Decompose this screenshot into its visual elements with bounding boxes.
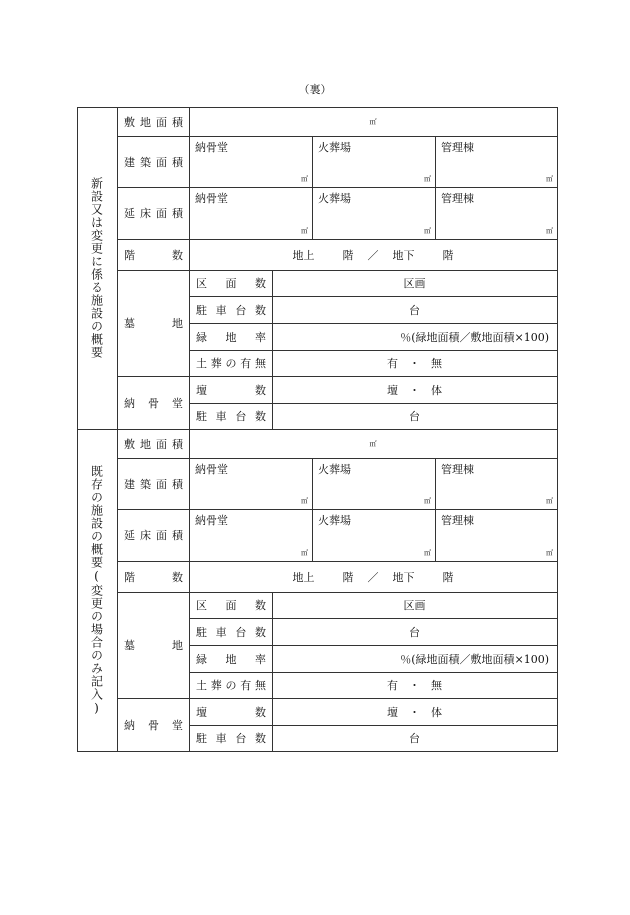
ossuary-row-field[interactable] [272, 403, 557, 429]
section-title-new [77, 107, 117, 429]
floors-unit: 階 [442, 248, 454, 262]
site-area-label [117, 429, 189, 458]
floors-unit: 階 [342, 248, 354, 262]
table-rule [77, 107, 557, 108]
floor-area-label-text: 延 床 面 積 [124, 207, 183, 220]
site-area-unit: ㎡ [369, 117, 377, 126]
building-area-label [117, 458, 189, 509]
ossuary-row-label [189, 403, 272, 429]
floor-area-sub-name: 管理棟 [441, 514, 474, 527]
building-area-sub-unit: ㎡ [301, 497, 308, 505]
table-rule [189, 403, 557, 404]
ossuary-row-value: 台 [409, 732, 420, 745]
site-area-field[interactable] [189, 429, 557, 458]
ossuary-row-label [189, 376, 272, 403]
table-rule [189, 645, 557, 646]
table-rule [117, 458, 557, 459]
table-rule [272, 592, 273, 751]
table-rule [189, 323, 557, 324]
table-rule [117, 136, 557, 137]
table-rule [189, 429, 190, 751]
cemetery-label-text: 墓 地 [124, 639, 183, 652]
cemetery-row-label [189, 350, 272, 376]
floor-area-field-3[interactable] [435, 187, 557, 239]
building-area-sub-name: 納骨堂 [195, 463, 228, 476]
table-rule [117, 376, 557, 377]
floor-area-sub-name: 納骨堂 [195, 514, 228, 527]
ossuary-row-label [189, 725, 272, 751]
facility-overview-form [77, 107, 557, 752]
table-rule [189, 107, 190, 429]
table-rule [312, 458, 313, 561]
ossuary-label-text: 納 骨 堂 [124, 396, 183, 410]
floors-unit: 階 [442, 570, 454, 584]
building-area-field-2[interactable] [312, 458, 435, 509]
cemetery-row-label-text: 緑 地 率 [196, 652, 266, 666]
ossuary-row-field[interactable] [272, 376, 557, 403]
floors-label [117, 561, 189, 592]
building-area-sub-unit: ㎡ [301, 175, 308, 183]
table-rule [117, 239, 557, 240]
floor-area-label [117, 187, 189, 239]
building-area-sub-name: 管理棟 [441, 463, 474, 476]
cemetery-row-label [189, 672, 272, 698]
cemetery-row-field[interactable] [272, 270, 557, 296]
table-rule [189, 672, 557, 673]
building-area-label-text: 建 築 面 積 [124, 477, 183, 491]
cemetery-label [117, 592, 189, 698]
table-rule [189, 296, 557, 297]
floor-area-sub-unit: ㎡ [546, 549, 553, 557]
section-title: 新設又は変更に係る施設の概要 [89, 177, 104, 359]
floor-area-field-2[interactable] [312, 187, 435, 239]
ossuary-row-label-text: 壇 数 [196, 705, 266, 719]
cemetery-row-value: ％(緑地面積／敷地面積×100) [400, 330, 549, 344]
table-rule [117, 592, 557, 593]
floor-area-sub-unit: ㎡ [301, 227, 308, 235]
building-area-sub-unit: ㎡ [546, 497, 553, 505]
cemetery-row-field[interactable] [272, 672, 557, 698]
site-area-label-text: 敷 地 面 積 [124, 437, 183, 451]
floors-unit: 階 [342, 570, 354, 584]
page-heading: （裏） [298, 83, 332, 96]
cemetery-row-label [189, 618, 272, 645]
floors-separator: ／ [367, 248, 379, 262]
ossuary-row-value: 台 [409, 410, 420, 423]
building-area-sub-unit: ㎡ [546, 175, 553, 183]
cemetery-row-label-text: 区 面 数 [196, 277, 266, 290]
table-rule [117, 509, 557, 510]
table-rule [117, 698, 557, 699]
cemetery-row-label-text: 駐 車 台 数 [196, 625, 266, 639]
floors-below-label: 地下 [392, 248, 415, 262]
cemetery-label-text: 墓 地 [124, 317, 183, 330]
floor-area-sub-unit: ㎡ [546, 227, 553, 235]
ossuary-row-field[interactable] [272, 725, 557, 751]
floors-field[interactable] [189, 561, 557, 592]
floor-area-label [117, 509, 189, 561]
cemetery-row-field[interactable] [272, 350, 557, 376]
cemetery-row-value: 区画 [403, 599, 426, 612]
cemetery-label [117, 270, 189, 376]
cemetery-row-field[interactable] [272, 323, 557, 350]
table-rule [117, 270, 557, 271]
table-rule [77, 751, 558, 752]
floor-area-field-3[interactable] [435, 509, 557, 561]
building-area-field-1[interactable] [189, 458, 312, 509]
cemetery-row-label [189, 323, 272, 350]
cemetery-row-label-text: 駐 車 台 数 [196, 303, 266, 317]
cemetery-row-label-text: 区 面 数 [196, 599, 266, 612]
floors-label-text: 階 数 [124, 248, 183, 262]
ossuary-row-value: 壇 ・ 体 [387, 383, 442, 397]
cemetery-row-label-text: 土 葬 の 有 無 [196, 357, 266, 370]
floor-area-sub-name: 火葬場 [318, 192, 351, 205]
floor-area-field-2[interactable] [312, 509, 435, 561]
cemetery-row-value: 有 ・ 無 [387, 679, 442, 692]
building-area-sub-name: 管理棟 [441, 141, 474, 154]
floor-area-field-1[interactable] [189, 187, 312, 239]
ossuary-row-label-text: 駐 車 台 数 [196, 410, 266, 423]
table-rule [312, 136, 313, 239]
floor-area-sub-unit: ㎡ [301, 549, 308, 557]
ossuary-row-field[interactable] [272, 698, 557, 725]
section-title: 既存の施設の概要(変更の場合のみ記入) [89, 464, 104, 716]
floors-below-label: 地下 [392, 570, 415, 584]
building-area-label-text: 建 築 面 積 [124, 155, 183, 169]
building-area-field-3[interactable] [435, 136, 557, 187]
section-title-existing [77, 429, 117, 751]
table-rule [117, 429, 118, 751]
floor-area-sub-unit: ㎡ [424, 549, 431, 557]
floors-separator: ／ [367, 570, 379, 584]
cemetery-row-value: 有 ・ 無 [387, 357, 442, 370]
floors-label [117, 239, 189, 270]
table-rule [435, 136, 436, 239]
floors-field[interactable] [189, 239, 557, 270]
cemetery-row-value: 台 [409, 625, 420, 639]
ossuary-row-value: 壇 ・ 体 [387, 705, 442, 719]
building-area-sub-name: 火葬場 [318, 141, 351, 154]
building-area-field-1[interactable] [189, 136, 312, 187]
cemetery-row-value: 台 [409, 303, 420, 317]
floors-above-label: 地上 [292, 248, 315, 262]
building-area-sub-name: 納骨堂 [195, 141, 228, 154]
floors-label-text: 階 数 [124, 570, 183, 584]
ossuary-row-label-text: 壇 数 [196, 383, 266, 397]
ossuary-label [117, 376, 189, 429]
cemetery-row-label-text: 土 葬 の 有 無 [196, 679, 266, 692]
cemetery-row-label [189, 270, 272, 296]
floor-area-sub-unit: ㎡ [424, 227, 431, 235]
building-area-sub-unit: ㎡ [424, 497, 431, 505]
table-rule [189, 725, 557, 726]
cemetery-row-field[interactable] [272, 296, 557, 323]
floor-area-field-1[interactable] [189, 509, 312, 561]
building-area-field-3[interactable] [435, 458, 557, 509]
table-rule [117, 107, 118, 429]
site-area-label [117, 107, 189, 136]
site-area-field[interactable] [189, 107, 557, 136]
floor-area-sub-name: 管理棟 [441, 192, 474, 205]
ossuary-label [117, 698, 189, 751]
table-rule [117, 187, 557, 188]
ossuary-label-text: 納 骨 堂 [124, 718, 183, 732]
cemetery-row-value: ％(緑地面積／敷地面積×100) [400, 652, 549, 666]
cemetery-row-field[interactable] [272, 618, 557, 645]
table-rule [557, 107, 558, 752]
site-area-label-text: 敷 地 面 積 [124, 115, 183, 129]
ossuary-row-label-text: 駐 車 台 数 [196, 732, 266, 745]
table-rule [189, 618, 557, 619]
floor-area-sub-name: 火葬場 [318, 514, 351, 527]
table-rule [77, 429, 557, 430]
site-area-unit: ㎡ [369, 439, 377, 448]
cemetery-row-value: 区画 [403, 277, 426, 290]
table-rule [189, 350, 557, 351]
table-rule [117, 561, 557, 562]
floor-area-label-text: 延 床 面 積 [124, 529, 183, 542]
building-area-field-2[interactable] [312, 136, 435, 187]
cemetery-row-field[interactable] [272, 645, 557, 672]
cemetery-row-field[interactable] [272, 592, 557, 618]
table-rule [435, 458, 436, 561]
cemetery-row-label [189, 592, 272, 618]
table-rule [272, 270, 273, 429]
building-area-sub-name: 火葬場 [318, 463, 351, 476]
floor-area-sub-name: 納骨堂 [195, 192, 228, 205]
building-area-sub-unit: ㎡ [424, 175, 431, 183]
building-area-label [117, 136, 189, 187]
ossuary-row-label [189, 698, 272, 725]
floors-above-label: 地上 [292, 570, 315, 584]
table-rule [77, 107, 78, 752]
cemetery-row-label-text: 緑 地 率 [196, 330, 266, 344]
cemetery-row-label [189, 296, 272, 323]
cemetery-row-label [189, 645, 272, 672]
